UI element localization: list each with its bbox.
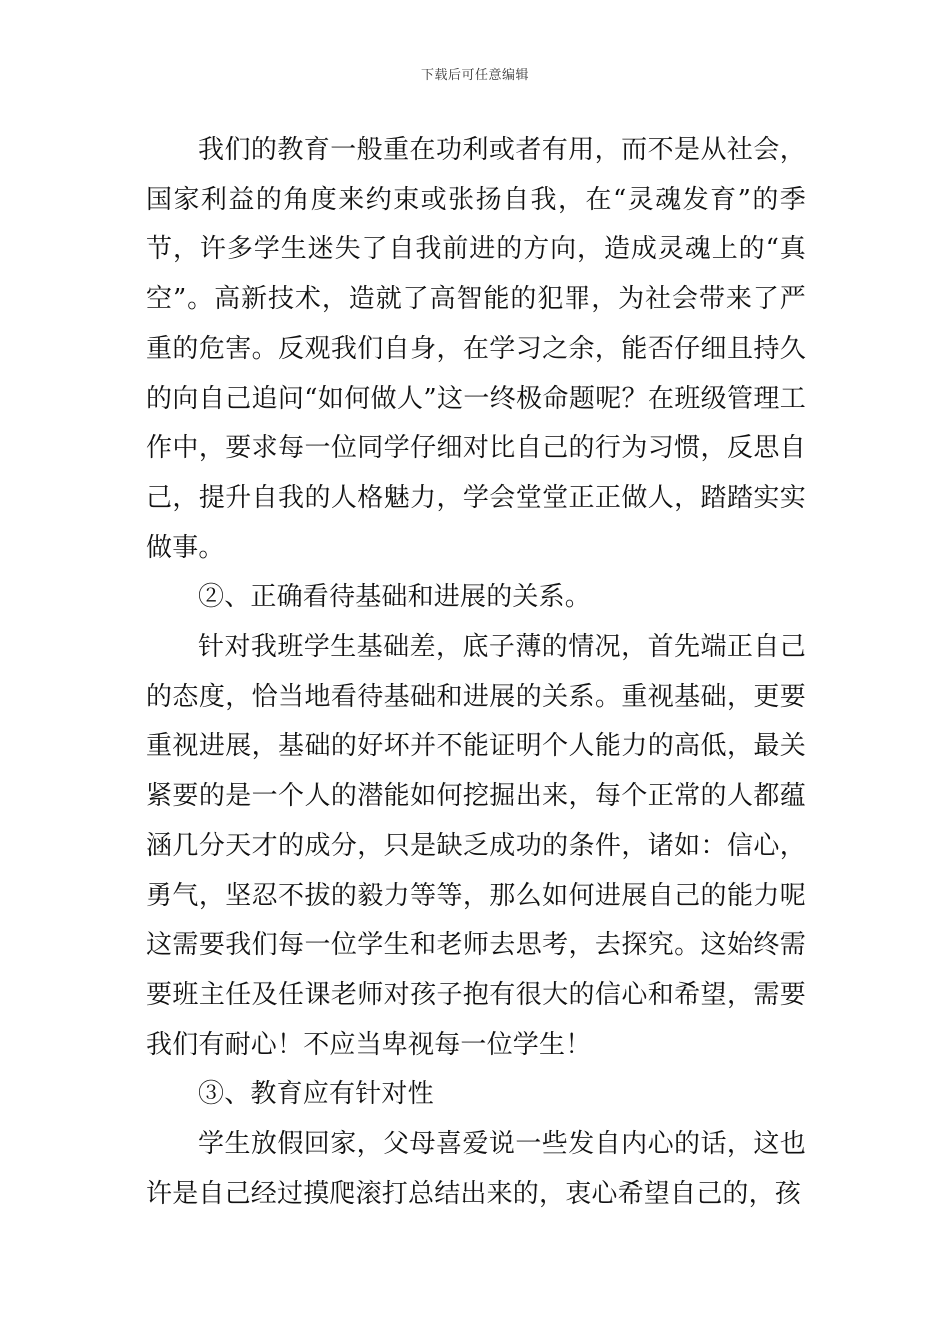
paragraph-3: 学生放假回家，父母喜爱说一些发自内心的话，这也许是自己经过摸爬滚打总结出来的，衷心希望自己的，孩 [146,1129,806,1209]
section-heading-2: ②、正确看待基础和进展的关系。 [198,582,592,613]
document-body [146,126,806,1219]
paragraph-1: 我们的教育一般重在功利或者有用，而不是从社会，国家利益的角度来约束或张扬自我，在“灵魂发育”的季节，许多学生迷失了自我前进的方向，造成灵魂上的“真空”。高新技术，造就了高智能的犯罪，为社会带来了严重的危害。反观我们自身，在学习之余，能否仔细且持久的向自己追问“如何做人”这一终极命题呢？在班级管理工作中，要求每一位同学仔细对比自己的行为习惯，反思自己，提升自我的人格魅力，学会堂堂正正做人，踏踏实实做事。 [146,135,806,563]
page-header-note: 下载后可任意编辑 [420,68,529,83]
paragraph-2: 针对我班学生基础差，底子薄的情况，首先端正自己的态度，恰当地看待基础和进展的关系。重视基础，更要重视进展，基础的好坏并不能证明个人能力的高低，最关紧要的是一个人的潜能如何挖掘出来，每个正常的人都蕴涵几分天才的成分，只是缺乏成功的条件，诸如：信心，勇气，坚忍不拔的毅力等等，那么如何进展自己的能力呢这需要我们每一位学生和老师去思考，去探究。这始终需要班主任及任课老师对孩子抱有很大的信心和希望，需要我们有耐心！不应当卑视每一位学生！ [146,632,806,1060]
section-heading-3: ③、教育应有针对性 [198,1079,434,1110]
